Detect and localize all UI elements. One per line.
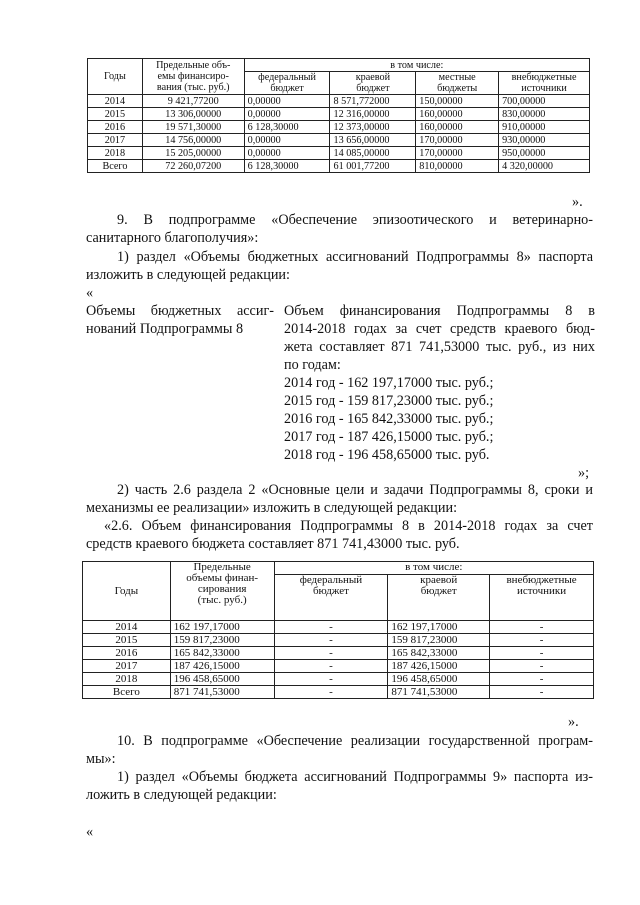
table-row: 2015 159 817,23000 - 159 817,23000 - [83,634,594,647]
passport-year-line: 2016 год - 165 842,33000 тыс. руб.; [284,411,494,427]
passport-year-line: 2015 год - 159 817,23000 тыс. руб.; [284,393,494,409]
header-local: местные бюджеты [416,72,499,95]
item9-sub2-quote-cont: средств краевого бюджета составляет 871 741,43000 тыс. руб. [86,536,460,552]
passport-value-line: по годам: [284,357,341,373]
header-years: Годы [88,59,143,95]
table-row: 2016 165 842,33000 - 165 842,33000 - [83,647,594,660]
table-row: 2015 13 306,00000 0,00000 12 316,00000 160,00000 830,00000 [88,108,590,121]
table-row: 2014 9 421,77200 0,00000 8 571,772000 150,00000 700,00000 [88,95,590,108]
header-extra: внебюджетные источники [499,72,590,95]
item10-sub1: 1) раздел «Объемы бюджета ассигнований Подпрограммы 9» паспорта из- [117,769,593,785]
table-row: 2016 19 571,30000 6 128,30000 12 373,00000 160,00000 910,00000 [88,121,590,134]
passport-year-line: 2018 год - 196 458,65000 тыс. руб. [284,447,490,463]
header-regional: краевой бюджет [388,575,490,621]
item10-sub1-cont: ложить в следующей редакции: [86,787,277,803]
passport-label-cont: нований Подпрограммы 8 [86,321,244,337]
item10-heading-cont: мы»: [86,751,116,767]
header-limit: Предельные объемы финан- сирования (тыс. руб.) [170,562,274,621]
item10-heading: 10. В подпрограмме «Обеспечение реализации государственной програм- [117,733,593,749]
header-years: Годы [83,562,171,621]
passport-year-line: 2014 год - 162 197,17000 тыс. руб.; [284,375,494,391]
item9-sub2-quote: «2.6. Объем финансирования Подпрограммы 8 в 2014-2018 годах за счет [104,518,593,534]
table-row: 2014 162 197,17000 - 162 197,17000 - [83,621,594,634]
table-row-total: Всего 72 260,07200 6 128,30000 61 001,77200 810,00000 4 320,00000 [88,160,590,173]
passport-year-line: 2017 год - 187 426,15000 тыс. руб.; [284,429,494,445]
funding-table-1 [87,58,590,173]
header-including: в том числе: [244,59,589,72]
item9-heading: 9. В подпрограмме «Обеспечение эпизоотического и ветеринарно- [117,212,593,228]
item9-sub1: 1) раздел «Объемы бюджетных ассигнований Подпрограммы 8» паспорта [117,249,593,265]
header-limit: Предельные объ- емы финансиро- вания (тыс. руб.) [142,59,244,95]
table-row-total: Всего 871 741,53000 - 871 741,53000 - [83,686,594,699]
item9-sub1-cont: изложить в следующей редакции: [86,267,290,283]
passport-value-line: жета составляет 871 741,53000 тыс. руб., из них [284,339,595,355]
header-federal: федеральный бюджет [244,72,330,95]
header-regional: краевой бюджет [330,72,416,95]
open-quote-2: « [86,824,94,840]
table-row: 2018 196 458,65000 - 196 458,65000 - [83,673,594,686]
item9-sub2: 2) часть 2.6 раздела 2 «Основные цели и задачи Подпрограммы 8, сроки и [117,482,593,498]
passport-value-line: Объем финансирования Подпрограммы 8 в [284,303,595,319]
header-including: в том числе: [274,562,593,575]
open-quote: « [86,285,94,301]
closing-quote-1: ». [572,194,583,210]
table-row: 2018 15 205,00000 0,00000 14 085,00000 170,00000 950,00000 [88,147,590,160]
passport-label: Объемы бюджетных ассиг- [86,303,274,319]
table-row: 2017 14 756,00000 0,00000 13 656,00000 170,00000 930,00000 [88,134,590,147]
item9-sub2-cont: механизмы ее реализации» изложить в следующей редакции: [86,500,458,516]
passport-value-line: 2014-2018 годах за счет средств краевого бюд- [284,321,595,337]
item9-heading-cont: санитарного благополучия»: [86,230,259,246]
closing-quote-2: ». [568,714,579,730]
header-federal: федеральный бюджет [274,575,388,621]
header-extra: внебюджетные источники [490,575,594,621]
close-quote: »; [578,465,590,481]
table-row: 2017 187 426,15000 - 187 426,15000 - [83,660,594,673]
funding-table-2 [82,561,594,699]
